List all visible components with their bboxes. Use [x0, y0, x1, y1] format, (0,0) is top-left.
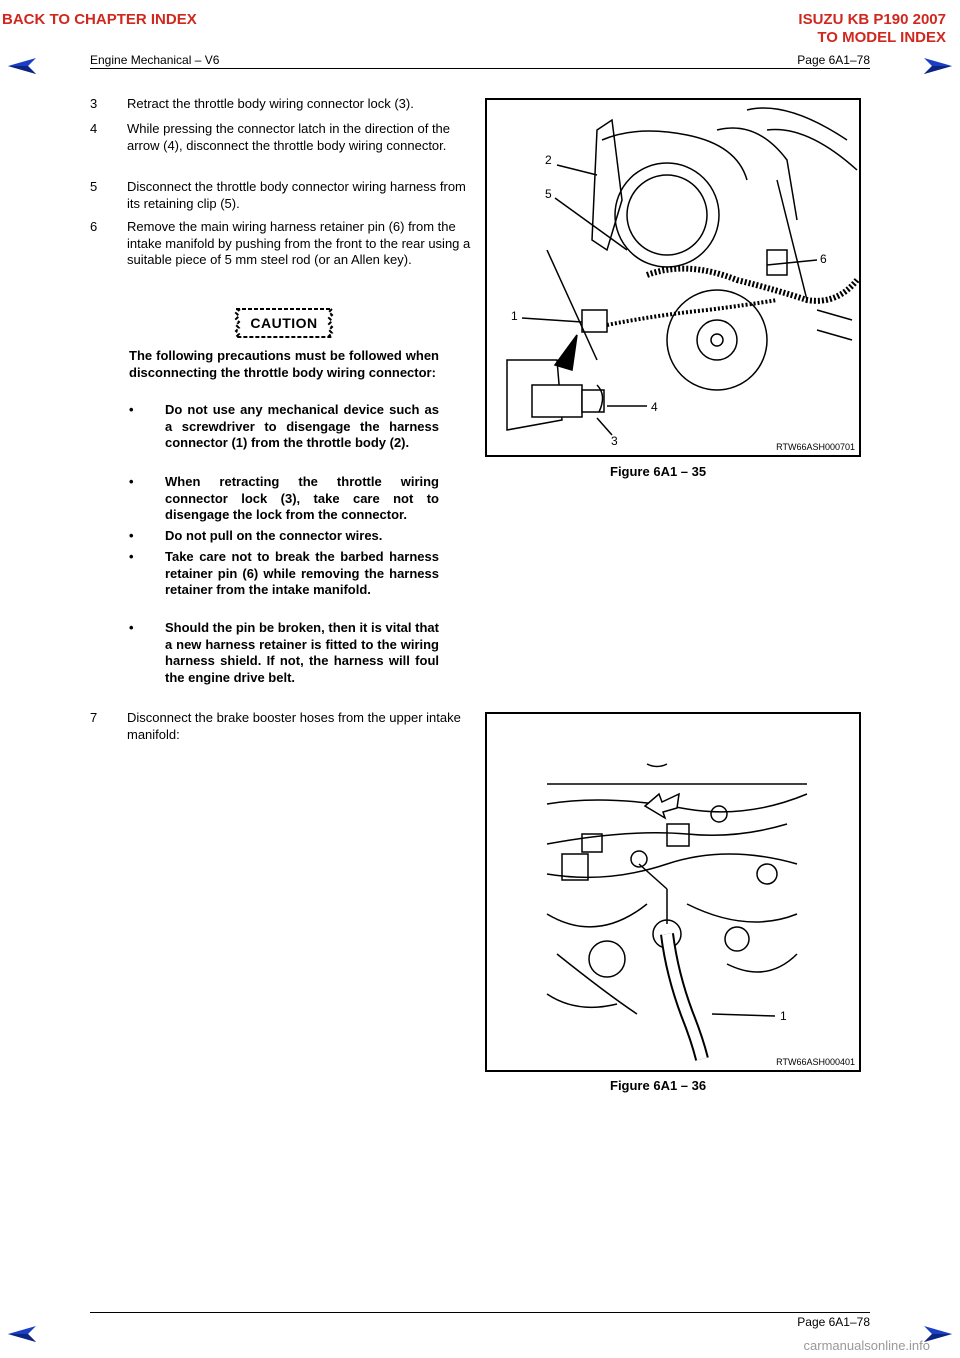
step-number: 7 — [90, 710, 98, 725]
step-text: Retract the throttle body wiring connector lock (3). — [127, 96, 414, 111]
step-text: Remove the main wiring harness retainer pin (6) from the intake manifold by pushing from the front to the rear using a suitable piece of 5 mm steel rod (or an Allen key). — [127, 219, 471, 267]
step-number: 4 — [90, 121, 98, 136]
bullet-text: Do not pull on the connector wires. — [165, 528, 383, 543]
caution-label: CAUTION — [250, 315, 318, 331]
bullet-text: When retracting the throttle wiring connector lock (3), take care not to disengage the lock from the connector. — [165, 474, 439, 522]
footer-page-number: Page 6A1–78 — [797, 1315, 870, 1329]
previous-page-arrow-icon[interactable] — [8, 58, 36, 74]
footer-rule — [90, 1312, 870, 1313]
step-text: Disconnect the brake booster hoses from the upper intake manifold: — [127, 710, 461, 742]
bullet-dot-icon: • — [129, 402, 134, 417]
step-number: 6 — [90, 219, 98, 234]
figure-35-caption: Figure 6A1 – 35 — [610, 464, 707, 479]
step-number: 3 — [90, 96, 98, 111]
model-title-link[interactable]: ISUZU KB P190 2007 — [798, 11, 946, 28]
callout-2: 2 — [545, 153, 552, 167]
figure-36-caption: Figure 6A1 – 36 — [610, 1078, 707, 1093]
figure-code: RTW66ASH000701 — [776, 442, 855, 452]
caution-bullet — [129, 620, 439, 686]
header-rule — [90, 68, 870, 69]
bullet-text: Should the pin be broken, then it is vital that a new harness retainer is fitted to the wiring harness shield. If not, the harness will foul the engine drive belt. — [165, 620, 439, 685]
brake-booster-hose-drawing-icon — [487, 714, 859, 1070]
figure-35-illustration — [485, 98, 861, 457]
step-text: Disconnect the throttle body connector wiring harness from its retaining clip (5). — [127, 179, 466, 211]
footer-watermark: carmanualsonline.info — [803, 1338, 930, 1353]
next-page-arrow-icon[interactable] — [924, 58, 952, 74]
step-7 — [90, 710, 474, 743]
to-model-index-link[interactable]: TO MODEL INDEX — [817, 29, 946, 46]
caution-bullet — [129, 402, 439, 452]
step-text: While pressing the connector latch in the direction of the arrow (4), disconnect the throttle body wiring connector. — [127, 121, 451, 153]
step-number: 5 — [90, 179, 98, 194]
bullet-text: Do not use any mechanical device such as a screwdriver to disengage the harness connector (1) from the throttle body (2). — [165, 402, 439, 450]
caution-badge — [232, 306, 336, 340]
step-5 — [90, 179, 474, 212]
callout-4: 4 — [651, 400, 658, 414]
callout-6: 6 — [820, 252, 827, 266]
step-6 — [90, 219, 474, 269]
caution-bullet — [129, 474, 439, 524]
bullet-dot-icon: • — [129, 549, 134, 564]
figure-code: RTW66ASH000401 — [776, 1057, 855, 1067]
callout-3: 3 — [611, 434, 618, 448]
caution-bullet — [129, 549, 439, 599]
caution-bullet — [129, 528, 439, 545]
previous-page-bottom-arrow-icon[interactable] — [8, 1326, 36, 1342]
bullet-dot-icon: • — [129, 474, 134, 489]
bullet-dot-icon: • — [129, 620, 134, 635]
callout-1: 1 — [780, 1009, 787, 1023]
bullet-text: Take care not to break the barbed harness retainer pin (6) while removing the harness retainer from the intake manifold. — [165, 549, 439, 597]
header-page-number: Page 6A1–78 — [797, 53, 870, 67]
throttle-body-drawing-icon — [487, 100, 859, 455]
callout-1: 1 — [511, 309, 518, 323]
step-4 — [90, 121, 474, 154]
back-to-chapter-index-link[interactable]: BACK TO CHAPTER INDEX — [2, 11, 197, 28]
callout-5: 5 — [545, 187, 552, 201]
figure-36-illustration — [485, 712, 861, 1072]
bullet-dot-icon: • — [129, 528, 134, 543]
caution-intro: The following precautions must be followed when disconnecting the throttle body wiring connector: — [129, 348, 439, 380]
step-3 — [90, 96, 474, 113]
header-section-title: Engine Mechanical – V6 — [90, 53, 220, 67]
